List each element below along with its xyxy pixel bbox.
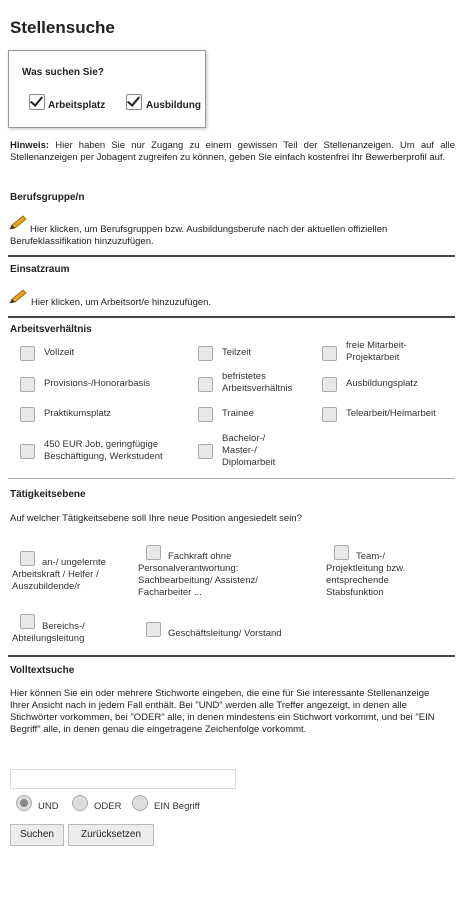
bachelor-label: Bachelor-/ Master-/ Diplomarbeit	[222, 433, 276, 468]
befristet-label: befristetes Arbeitsverhältnis	[222, 371, 293, 394]
geschaeftsleitung-checkbox[interactable]	[146, 622, 161, 637]
section-divider	[8, 316, 455, 318]
reset-button[interactable]: Zurücksetzen	[68, 824, 154, 846]
berufsgruppe-link[interactable]: Hier klicken, um Berufsgruppen bzw. Ausbildungsberufe nach der aktuellen offiziellen Berufeklassifikation hinzuzufügen.	[10, 224, 388, 247]
praktikum-label: Praktikumsplatz	[44, 408, 112, 419]
arbeitsverhaeltnis-heading: Arbeitsverhältnis	[10, 324, 92, 335]
oder-label: ODER	[94, 801, 122, 812]
und-label: UND	[38, 801, 59, 812]
trainee-checkbox[interactable]	[198, 407, 213, 422]
minijob-label: 450 EUR Job, geringfügige Beschäftigung, Werkstudent	[44, 439, 163, 462]
freie-mitarbeit-label: freie Mitarbeit-Projektarbeit	[346, 340, 407, 363]
freie-mitarbeit-checkbox[interactable]	[322, 346, 337, 361]
ein-begriff-label: EIN Begriff	[154, 801, 200, 812]
section-divider	[8, 655, 455, 657]
search-button[interactable]: Suchen	[10, 824, 64, 846]
einsatzraum-heading: Einsatzraum	[10, 264, 70, 275]
minijob-checkbox[interactable]	[20, 444, 35, 459]
section-divider	[8, 478, 455, 479]
volltext-heading: Volltextsuche	[10, 665, 75, 676]
page-title: Stellensuche	[10, 18, 115, 37]
search-type-box	[8, 50, 206, 128]
geschaeftsleitung-label: Geschäftsleitung/ Vorstand	[168, 628, 282, 639]
teamleitung-label: Team-/ Projektleitung bzw. entsprechende Stabsfunktion	[326, 551, 406, 598]
befristet-checkbox[interactable]	[198, 377, 213, 392]
bereichsleitung-label: Bereichs-/ Abteilungsleitung	[12, 621, 85, 644]
keyword-input[interactable]	[10, 769, 236, 789]
ausbildungsplatz-label: Ausbildungsplatz	[346, 378, 418, 389]
telearbeit-label: Telearbeit/Heimarbeit	[346, 408, 436, 419]
vollzeit-checkbox[interactable]	[20, 346, 35, 361]
search-type-question: Was suchen Sie?	[22, 67, 104, 78]
trainee-label: Trainee	[222, 408, 254, 419]
telearbeit-checkbox[interactable]	[322, 407, 337, 422]
und-radio[interactable]	[16, 795, 32, 811]
section-divider	[8, 255, 455, 257]
hint-text: Hier haben Sie nur Zugang zu einem gewissen Teil der Stellenanzeigen. Um auf alle Stellenanzeigen per Jobagent zugreifen zu können, geben Sie einfach kostenfrei Ihr Bewerberprofil auf.	[10, 140, 456, 163]
fachkraft-label: Fachkraft ohne Personalverantwortung: Sachbearbeitung/ Assistenz/ Facharbeiter ...	[138, 551, 258, 598]
ungelernt-label: an-/ ungelernte Arbeitskraft / Helfer / Auszubildende/r	[12, 557, 106, 592]
ausbildung-label: Ausbildung	[146, 100, 201, 111]
ausbildungsplatz-checkbox[interactable]	[322, 377, 337, 392]
oder-radio[interactable]	[72, 795, 88, 811]
provisions-checkbox[interactable]	[20, 377, 35, 392]
provisions-label: Provisions-/Honorarbasis	[44, 378, 151, 389]
volltext-description: Hier können Sie ein oder mehrere Stichworte eingeben, die eine für Sie interessante Stellenanzeige Ihrer Ansicht nach in jedem Fall enthält. Bei "UND" werden alle Treffer angezeigt, in denen alle Stichwörter vorkommen, bei "ODER" alle, in denen mindestens ein Stichwort vorkommt, und bei "EIN Begriff" alle, in denen genau die eingetragene Zeichenfolge vorkommt.	[10, 688, 435, 735]
ausbildung-checkbox[interactable]	[126, 94, 142, 110]
bachelor-checkbox[interactable]	[198, 444, 213, 459]
hint-label: Hinweis:	[10, 140, 50, 151]
teilzeit-checkbox[interactable]	[198, 346, 213, 361]
vollzeit-label: Vollzeit	[44, 347, 75, 358]
pencil-icon[interactable]	[8, 289, 28, 305]
praktikum-checkbox[interactable]	[20, 407, 35, 422]
taetigkeitsebene-question: Auf welcher Tätigkeitsebene soll Ihre neue Position angesiedelt sein?	[10, 513, 302, 524]
teilzeit-label: Teilzeit	[222, 347, 252, 358]
hint-paragraph	[10, 140, 455, 164]
einsatzraum-link[interactable]: Hier klicken, um Arbeitsort/e hinzuzufügen.	[31, 297, 212, 308]
ein-begriff-radio[interactable]	[132, 795, 148, 811]
taetigkeitsebene-heading: Tätigkeitsebene	[10, 489, 86, 500]
arbeitsplatz-checkbox[interactable]	[29, 94, 45, 110]
berufsgruppe-heading: Berufsgruppe/n	[10, 192, 85, 203]
arbeitsplatz-label: Arbeitsplatz	[48, 100, 106, 111]
